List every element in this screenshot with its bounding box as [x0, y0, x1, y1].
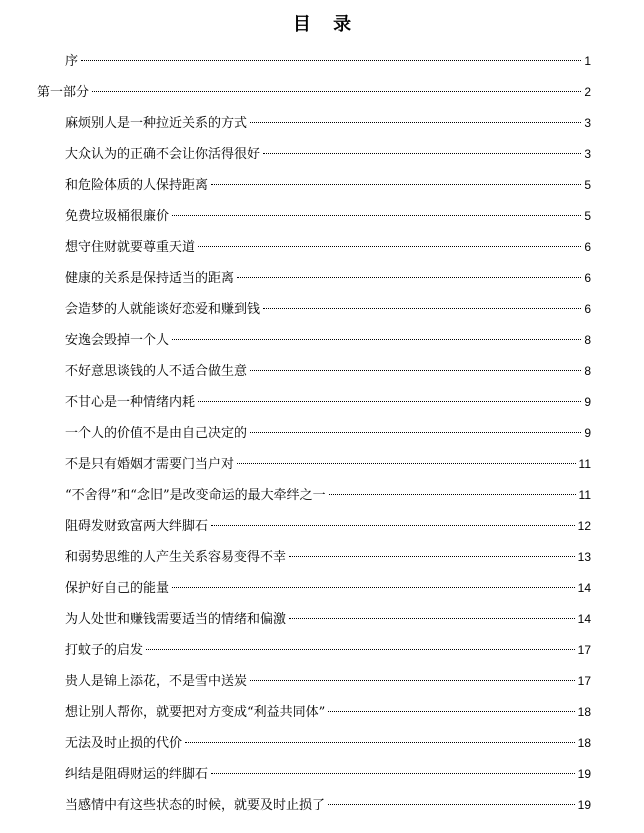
- toc-entry-title: 当感情中有这些状态的时候，就要及时止损了: [65, 798, 326, 813]
- toc-dot-leader: [172, 215, 581, 216]
- toc-page-number: 19: [577, 767, 591, 781]
- toc-dot-leader: [92, 91, 581, 92]
- toc-page-number: 6: [584, 302, 591, 316]
- toc-entry[interactable]: [0, 728, 644, 759]
- toc-entry-title: 保护好自己的能量: [65, 581, 170, 596]
- toc-page-number: 8: [584, 333, 591, 347]
- toc-entry-title: 序: [65, 54, 79, 69]
- toc-entry[interactable]: [0, 573, 644, 604]
- toc-dot-leader: [289, 556, 575, 557]
- toc-entry-title: 想守住财就要尊重天道: [65, 240, 196, 255]
- toc-entry[interactable]: [0, 666, 644, 697]
- toc-dot-leader: [198, 246, 581, 247]
- toc-entry[interactable]: [0, 356, 644, 387]
- toc-entry[interactable]: [0, 604, 644, 635]
- toc-page-number: 9: [584, 395, 591, 409]
- toc-entry-title: 会造梦的人就能谈好恋爱和赚到钱: [65, 302, 261, 317]
- toc-entry-title: 免费垃圾桶很廉价: [65, 209, 170, 224]
- toc-entry[interactable]: [0, 139, 644, 170]
- toc-dot-leader: [172, 339, 581, 340]
- toc-page-number: 18: [577, 705, 591, 719]
- toc-dot-leader: [172, 587, 575, 588]
- toc-page-number: 2: [584, 85, 591, 99]
- toc-page-number: 5: [584, 209, 591, 223]
- toc-entry-title: 无法及时止损的代价: [65, 736, 183, 751]
- toc-page-number: 17: [577, 674, 591, 688]
- toc-entry[interactable]: [0, 263, 644, 294]
- toc-page-number: 13: [577, 550, 591, 564]
- toc-dot-leader: [328, 804, 575, 805]
- toc-page-number: 17: [577, 643, 591, 657]
- toc-dot-leader: [329, 494, 576, 495]
- toc-entry-title: 阻碍发财致富两大绊脚石: [65, 519, 209, 534]
- toc-entry[interactable]: [0, 294, 644, 325]
- toc-entry-title: 贵人是锦上添花，不是雪中送炭: [65, 674, 248, 689]
- toc-page-number: 11: [578, 457, 591, 471]
- toc-dot-leader: [250, 432, 581, 433]
- toc-dot-leader: [211, 184, 581, 185]
- toc-dot-leader: [81, 60, 581, 61]
- toc-entry[interactable]: [0, 480, 644, 511]
- toc-entry[interactable]: [0, 542, 644, 573]
- toc-dot-leader: [185, 742, 575, 743]
- toc-entry[interactable]: [0, 77, 644, 108]
- toc-dot-leader: [237, 463, 576, 464]
- toc-page-number: 14: [577, 581, 591, 595]
- toc-dot-leader: [237, 277, 581, 278]
- toc-list: [0, 46, 644, 821]
- toc-dot-leader: [198, 401, 581, 402]
- toc-dot-leader: [250, 680, 575, 681]
- toc-page-number: 6: [584, 240, 591, 254]
- toc-entry[interactable]: [0, 387, 644, 418]
- toc-page-number: 11: [578, 488, 591, 502]
- toc-dot-leader: [211, 525, 575, 526]
- toc-page-number: 19: [577, 798, 591, 812]
- toc-entry-title: 纠结是阻碍财运的绊脚石: [65, 767, 209, 782]
- toc-entry[interactable]: [0, 449, 644, 480]
- toc-entry-title: 想让别人帮你，就要把对方变成“利益共同体”: [65, 705, 326, 720]
- toc-page-number: 3: [584, 116, 591, 130]
- toc-entry-title: 打蚊子的启发: [65, 643, 144, 658]
- toc-dot-leader: [250, 370, 581, 371]
- toc-entry-title: 和弱势思维的人产生关系容易变得不幸: [65, 550, 287, 565]
- toc-dot-leader: [263, 153, 581, 154]
- toc-dot-leader: [146, 649, 575, 650]
- toc-entry-title: 第一部分: [37, 85, 90, 100]
- toc-page-number: 12: [577, 519, 591, 533]
- toc-entry[interactable]: [0, 46, 644, 77]
- toc-entry-title: 大众认为的正确不会让你活得很好: [65, 147, 261, 162]
- toc-entry[interactable]: [0, 697, 644, 728]
- toc-dot-leader: [289, 618, 575, 619]
- toc-page-number: 5: [584, 178, 591, 192]
- toc-entry-title: “不舍得”和“念旧”是改变命运的最大牵绊之一: [65, 488, 326, 503]
- toc-entry[interactable]: [0, 790, 644, 821]
- toc-entry[interactable]: [0, 511, 644, 542]
- toc-entry-title: 不是只有婚姻才需要门当户对: [65, 457, 235, 472]
- toc-dot-leader: [263, 308, 581, 309]
- toc-entry[interactable]: [0, 201, 644, 232]
- toc-dot-leader: [250, 122, 581, 123]
- toc-entry-title: 不好意思谈钱的人不适合做生意: [65, 364, 248, 379]
- toc-page-number: 9: [584, 426, 591, 440]
- toc-entry[interactable]: [0, 170, 644, 201]
- toc-entry-title: 健康的关系是保持适当的距离: [65, 271, 235, 286]
- toc-page-number: 1: [584, 54, 591, 68]
- toc-entry-title: 安逸会毁掉一个人: [65, 333, 170, 348]
- toc-entry[interactable]: [0, 232, 644, 263]
- toc-entry-title: 不甘心是一种情绪内耗: [65, 395, 196, 410]
- toc-entry[interactable]: [0, 418, 644, 449]
- toc-page-number: 6: [584, 271, 591, 285]
- toc-entry-title: 和危险体质的人保持距离: [65, 178, 209, 193]
- toc-page-number: 3: [584, 147, 591, 161]
- toc-entry-title: 为人处世和赚钱需要适当的情绪和偏激: [65, 612, 287, 627]
- toc-dot-leader: [328, 711, 574, 712]
- toc-entry-title: 麻烦别人是一种拉近关系的方式: [65, 116, 248, 131]
- toc-entry-title: 一个人的价值不是由自己决定的: [65, 426, 248, 441]
- toc-entry[interactable]: [0, 325, 644, 356]
- toc-entry[interactable]: [0, 635, 644, 666]
- toc-dot-leader: [211, 773, 575, 774]
- toc-entry[interactable]: [0, 759, 644, 790]
- toc-title: 目 录: [292, 14, 360, 35]
- toc-page-number: 18: [577, 736, 591, 750]
- toc-page-number: 14: [577, 612, 591, 626]
- toc-page-number: 8: [584, 364, 591, 378]
- toc-entry[interactable]: [0, 108, 644, 139]
